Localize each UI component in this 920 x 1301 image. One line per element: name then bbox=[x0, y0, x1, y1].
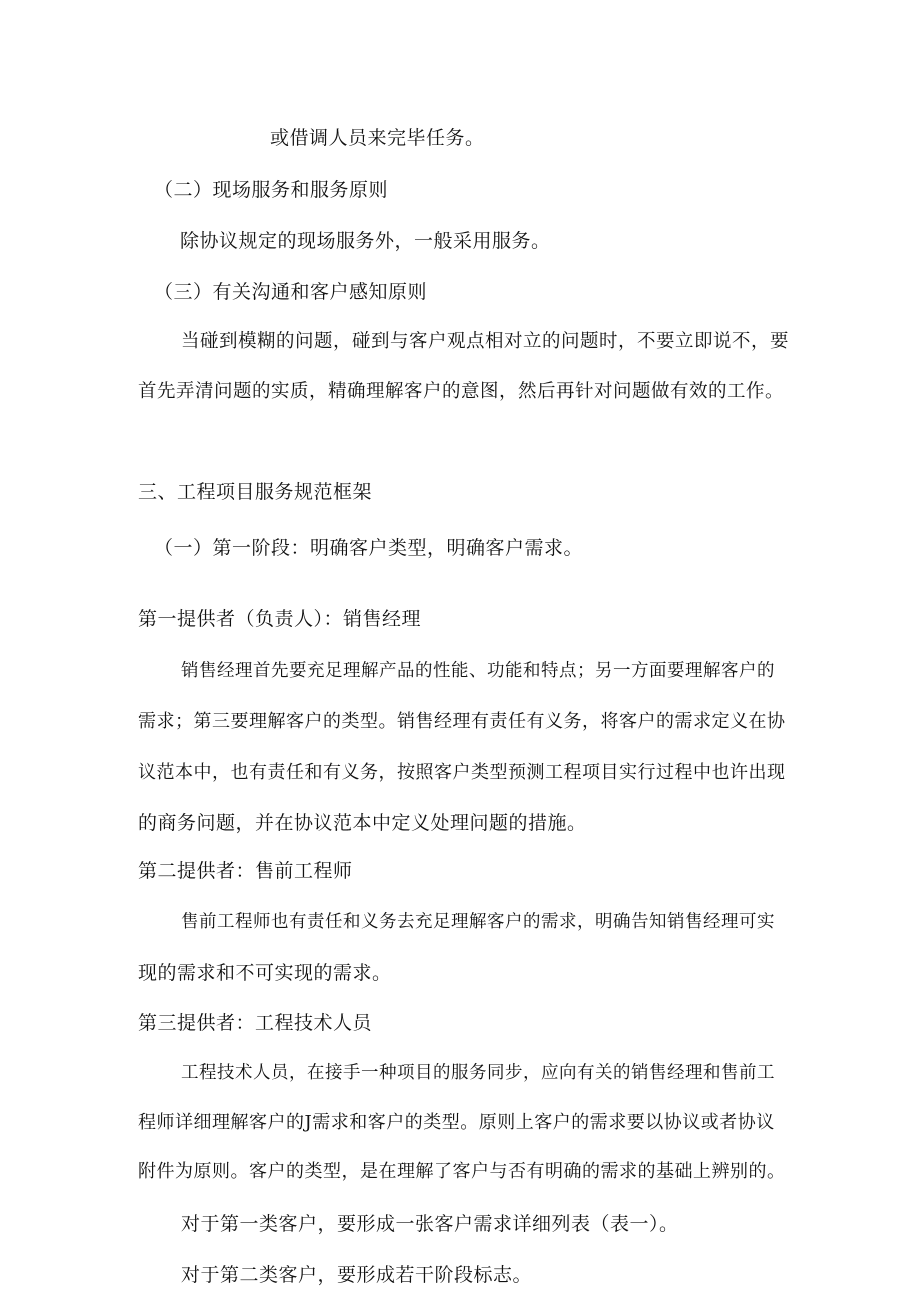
provider-2-heading: 第二提供者：售前工程师 bbox=[138, 860, 353, 882]
section-2-heading: （二）现场服务和服务原则 bbox=[154, 179, 389, 201]
provider-3-body-line: 程师详细理解客户的J需求和客户的类型。原则上客户的需求要以协议或者协议 bbox=[138, 1112, 775, 1133]
type-1-note: 对于第一类客户，要形成一张客户需求详细列表（表一）。 bbox=[181, 1213, 679, 1235]
provider-3-body-line: 工程技术人员，在接手一种项目的服务同步，应向有关的销售经理和售前工 bbox=[181, 1063, 775, 1083]
provider-1-body-line: 销售经理首先要充足理解产品的性能、功能和特点；另一方面要理解客户的 bbox=[181, 661, 775, 681]
provider-1-body-line: 议范本中，也有责任和有义务，按照客户类型预测工程项目实行过程中也许出现 bbox=[138, 762, 786, 783]
section-3-body-line: 首先弄清问题的实质，精确理解客户的意图，然后再针对问题做有效的工作。 bbox=[138, 381, 785, 402]
section-3-body-line: 当碰到模糊的问题，碰到与客户观点相对立的问题时，不要立即说不，要 bbox=[181, 331, 790, 352]
provider-3-body-line: 附件为原则。客户的类型，是在理解了客户与否有明确的需求的基础上辨别的。 bbox=[138, 1161, 786, 1182]
phase-1-heading: （一）第一阶段：明确客户类型，明确客户需求。 bbox=[154, 537, 584, 559]
provider-1-heading: 第一提供者（负责人）：销售经理 bbox=[138, 608, 422, 630]
provider-1-body-line: 的商务问题，并在协议范本中定义处理问题的措施。 bbox=[138, 812, 587, 834]
section-2-body: 除协议规定的现场服务外，一般采用服务。 bbox=[180, 230, 551, 252]
provider-2-body-line: 现的需求和不可实现的需求。 bbox=[138, 962, 392, 984]
provider-2-body-line: 售前工程师也有责任和义务去充足理解客户的需求，明确告知销售经理可实 bbox=[181, 912, 775, 932]
section-3-heading: （三）有关沟通和客户感知原则 bbox=[154, 281, 428, 303]
provider-3-heading: 第三提供者：工程技术人员 bbox=[138, 1012, 373, 1034]
part-3-heading: 三、工程项目服务规范框架 bbox=[138, 481, 373, 503]
provider-1-body-line: 需求；第三要理解客户的类型。销售经理有责任有义务，将客户的需求定义在协 bbox=[138, 711, 786, 732]
continuation-line: 或借调人员来完毕任务。 bbox=[270, 127, 485, 149]
type-2-note: 对于第二类客户，要形成若干阶段标志。 bbox=[181, 1264, 533, 1286]
